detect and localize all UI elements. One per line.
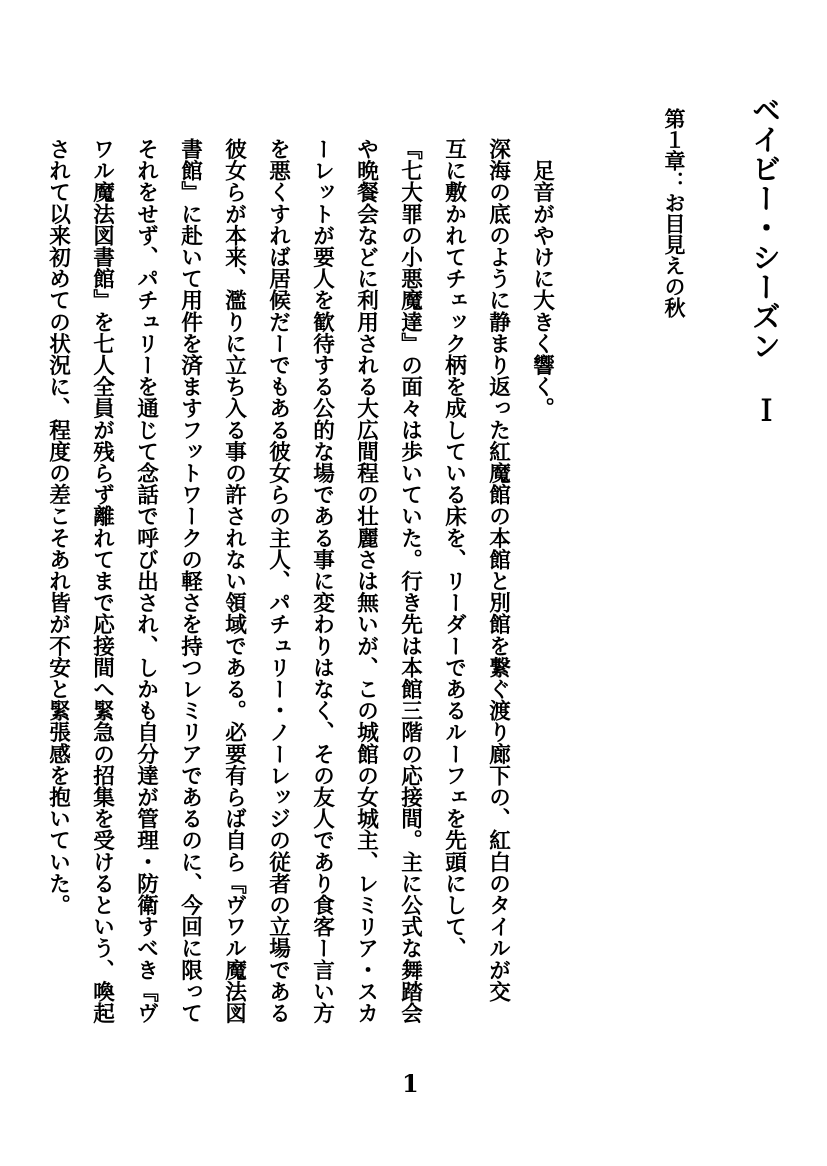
body-line: 足音がやけに大きく響く。 <box>529 138 555 419</box>
body-line: を悪くすれば居候だーでもある彼女らの主人、パチュリー・ノーレッジの従者の立場である <box>265 138 291 1024</box>
body-line: 書館』に赴いて用件を済ますフットワークの軽さを持つレミリアであるのに、今回に限って <box>177 138 203 1024</box>
body-line: 深海の底のように静まり返った紅魔館の本館と別館を繋ぐ渡り廊下の、紅白のタイルが交 <box>485 138 511 1002</box>
body-line: 互に敷かれてチェック柄を成している床を、リーダーであるルーフェを先頭にして、 <box>441 138 467 959</box>
body-line: ワル魔法図書館』を七人全員が残らず離れてまで応接間へ緊急の招集を受けるという、喚起 <box>89 138 115 1024</box>
body-line: 彼女らが本来、濫りに立ち入る事の許されない領域である。必要有らば自ら『ヴワル魔法図 <box>221 138 247 1024</box>
body-line: されて以来初めての状況に、程度の差こそあれ皆が不安と緊張感を抱いていた。 <box>45 138 71 916</box>
chapter-heading: 第１章：お目見えの秋 <box>662 108 686 318</box>
body-line: や晩餐会などに利用される大広間程の壮麗さは無いが、この城館の女城主、レミリア・スカ <box>353 138 379 1024</box>
book-title: ベイビー・シーズン Ｉ <box>748 95 782 425</box>
body-line: 『七大罪の小悪魔達』の面々は歩いていた。行き先は本館三階の応接間。主に公式な舞踏会 <box>397 138 423 1024</box>
body-line: それをせず、パチュリーを通じて念話で呼び出され、しかも自分達が管理・防衛すべき『ヴ <box>133 138 159 1024</box>
body-line: ーレットが要人を歓待する公的な場である事に変わりはなく、その友人であり食客ー言い方 <box>309 138 335 1024</box>
page-number: 1 <box>402 1069 419 1098</box>
